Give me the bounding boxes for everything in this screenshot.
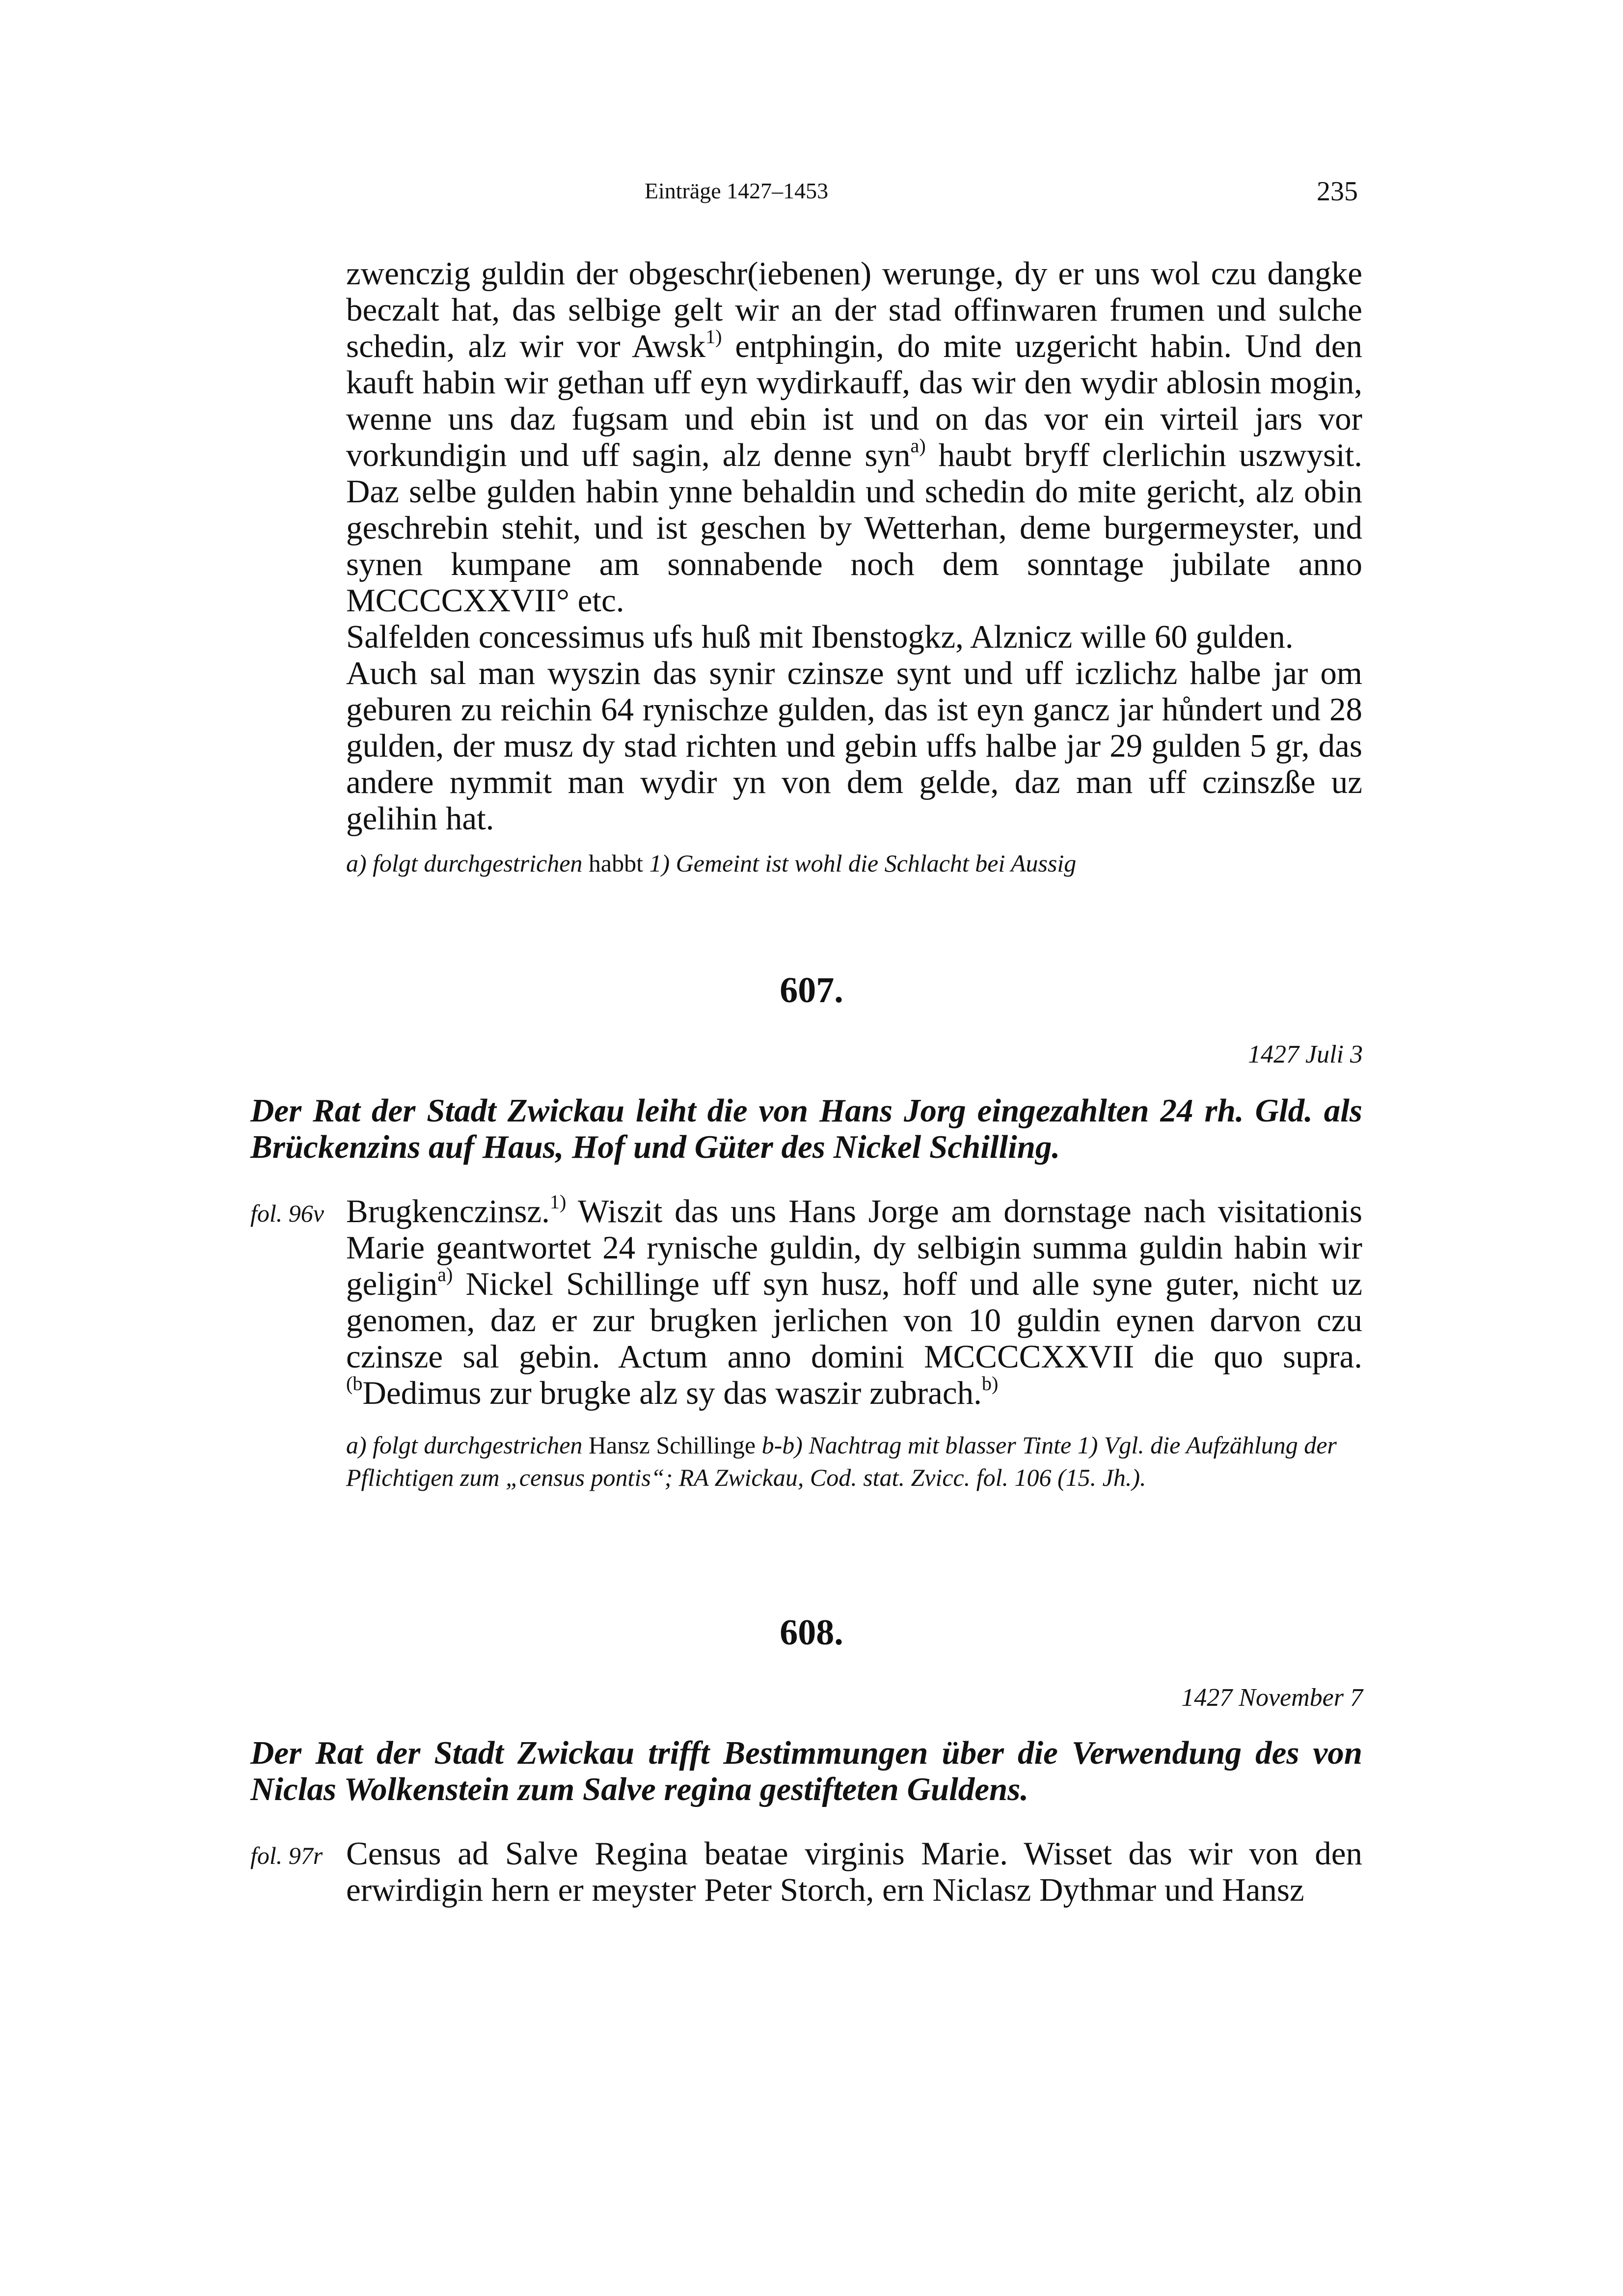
folio-ref-608: fol. 97r [250,1842,323,1869]
footnote-ref-b-open: (b [346,1372,363,1394]
continued-entry-text [346,255,1362,837]
footnote-ref-a: a) [910,434,926,457]
footnote-ref-1: 1) [549,1190,567,1213]
regest-607: Der Rat der Stadt Zwickau leiht die von Hans Jorg eingezahlten 24 rh. Gld. als Brückenzins auf Haus, Hof und Güter des Nickel Schilling. [250,1093,1362,1165]
entry-number-608: 608. [780,1613,843,1653]
entry-date-608: 1427 November 7 [1181,1684,1363,1712]
paragraph-3: Auch sal man wyszin das synir czinsze synt und uff iczlichz halbe jar om geburen zu reichin 64 rynischze gulden, das ist eyn gancz jar hůndert und 28 gulden, der musz dy stad richten und gebin uffs halbe jar 29 gulden 5 gr, das andere nymmit man wydir yn von dem gelde, daz man uff czinszße uz gelihin hat. [346,655,1362,837]
page-number: 235 [1317,176,1358,207]
running-header-title: Einträge 1427–1453 [644,178,829,203]
regest-608: Der Rat der Stadt Zwickau trifft Bestimmungen über die Verwendung des von Niclas Wolkenstein zum Salve regina gestifteten Guldens. [250,1735,1362,1807]
footnote-ref-b-close: b) [981,1372,999,1394]
paragraph-2: Salfelden concessimus ufs huß mit Ibenstogkz, Alznicz wille 60 gulden. [346,619,1294,655]
footnotes-block: a) folgt durchgestrichen habbt 1) Gemeint ist wohl die Schlacht bei Aussig [346,849,1077,877]
entry-date-607: 1427 Juli 3 [1248,1040,1363,1068]
entry-text-608: Census ad Salve Regina beatae virginis Marie. Wisset das wir von den erwirdigin hern er meyster Peter Storch, ern Niclasz Dythmar und Hansz [346,1835,1362,1908]
footnote-ref-a: a) [437,1263,453,1285]
folio-ref-607: fol. 96v [250,1200,324,1227]
footnotes-block-607: a) folgt durchgestrichen Hansz Schillinge b-b) Nachtrag mit blasser Tinte 1) Vgl. die Aufzählung der Pflichtigen zum „census pontis“; RA Zwickau, Cod. stat. Zvicc. fol. 106 (15. Jh.). [346,1431,1337,1491]
paragraph-1: zwenczig guldin der obgeschr(iebenen) werunge, dy er uns wol czu dangke beczalt hat, das selbige gelt wir an der stad offinwaren frumen und sulche schedin, alz wir vor Awsk$^{1)}$ entphingin, do mite uzgericht habin. Und den kauft habin wir gethan uff eyn wydirkauff, das wir den wydir ablosin mogin, wenne uns daz fugsam und ebin ist und on das vor ein virteil jars vor vorkundigin und uff sagin, alz denne syn$^{a)}$ haubt bryff clerlichin uszwysit. Daz selbe gulden habin ynne behaldin und schedin do mite gericht, alz obin geschrebin stehit, und ist geschen by Wetterhan, deme burgermeyster, und synen kumpane am sonnabende noch dem sonntage jubilate anno MCCCCXXVII° etc. [346,255,1362,619]
footnote-ref-1: 1) [705,325,722,348]
entry-text-607: Brugkenczinsz.$^{1)}$ Wiszit das uns Hans Jorge am dornstage nach visitationis Marie geantwortet 24 rynische guldin, dy selbigin summa guldin habin wir geligin$^{a)}$ Nickel Schillinge uff syn husz, hoff und alle syne guter, nicht uz genomen, daz er zur brugken jerlichen von 10 guldin eynen darvon czu czinsze sal gebin. Actum anno domini MCCCCXXVII die quo supra. $^{(b}$Dedimus zur brugke alz sy das waszir zubrach.$^{b)}$ [346,1190,1362,1411]
entry-number-607: 607. [780,970,843,1011]
